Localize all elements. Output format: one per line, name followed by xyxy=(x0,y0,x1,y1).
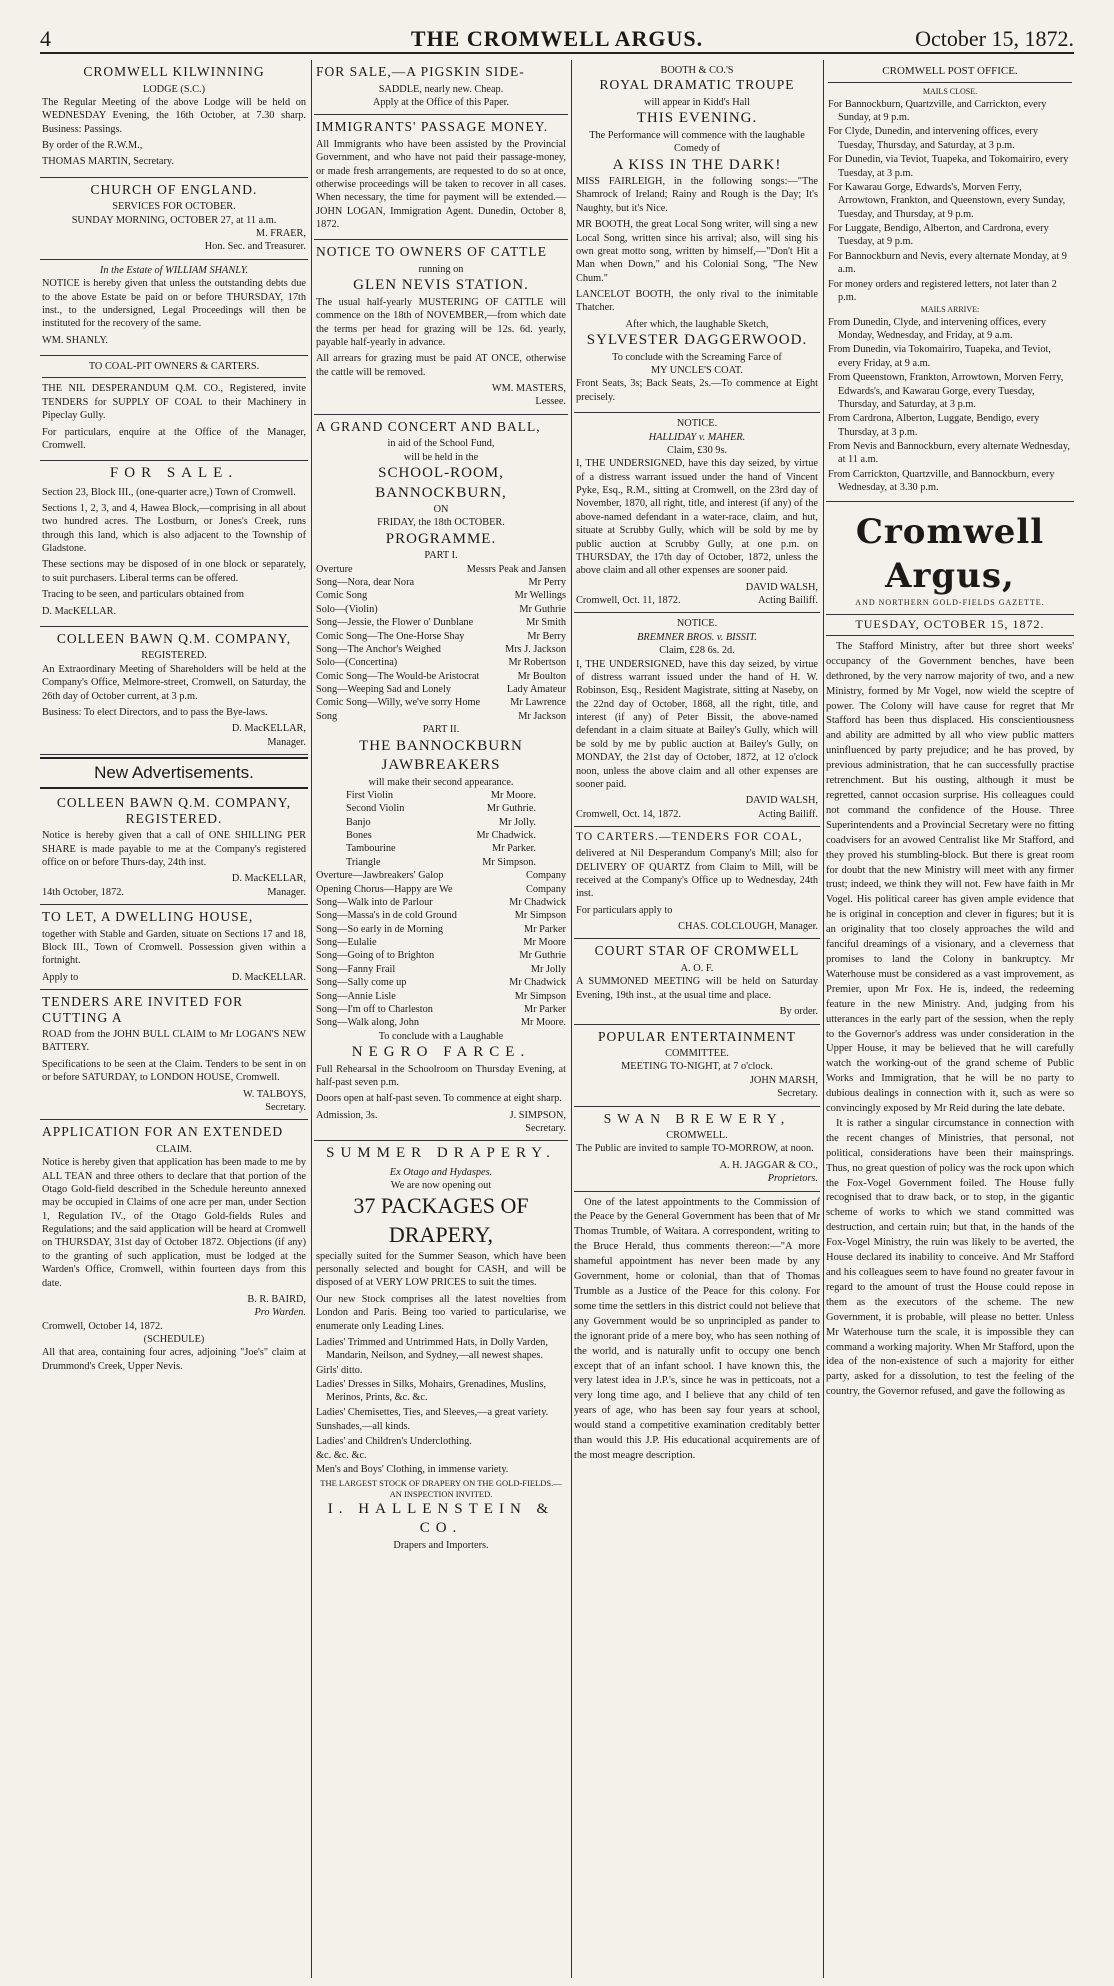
row-item: Song—Going of to Brighton xyxy=(316,950,435,962)
programme-row xyxy=(316,949,566,962)
mail-schedule-item: For money orders and registered letters, not later than 2 p.m. xyxy=(828,278,1057,303)
programme-row xyxy=(316,563,566,576)
row-item: Triangle xyxy=(346,856,381,868)
row-item: Song—Sally come up xyxy=(316,977,407,989)
mail-schedule-item: For Bannockburn, Quartzville, and Carrickton, every Sunday, at 9 p.m. xyxy=(828,98,1047,124)
section-header: New Advertisements. xyxy=(40,757,308,789)
mail-schedule-item: From Dunedin, Clyde, and intervening offices, every Monday, Wednesday, and Friday, at 9 a.m. xyxy=(828,316,1046,342)
ad-subtitle: A KISS IN THE DARK! xyxy=(612,156,782,173)
row-performer: Mr Guthrie. xyxy=(486,803,536,815)
ad-tenders-road xyxy=(40,990,308,1120)
ad-subtitle: CROMWELL. xyxy=(666,1130,728,1142)
ad-body: together with Stable and Garden, situate on Sections 17 and 18, Block III., Town of Cromwell. Possession given within a fortnight. xyxy=(42,928,306,967)
ad-subtitle: BREMNER BROS. v. BISSIT. xyxy=(637,631,757,643)
ad-kilwinning xyxy=(40,60,308,178)
ad-line: ON xyxy=(433,504,449,516)
row-performer: Company xyxy=(525,883,566,895)
column-4 xyxy=(826,60,1074,1980)
ad-signature: Secretary. xyxy=(525,1123,566,1135)
ad-body: Our new Stock comprises all the latest novelties from London and Paris. Being too varied to particularise, we enumerate only Leading Lines. xyxy=(316,1293,566,1332)
article-paragraph: It is rather a singular circumstance in connection with the recent changes of Ministries, that personal, not political, considerations have been their mainsprings. Thus, no great question of policy was the rock upon which the Fox-Vogel Government foiled. The House fully recognised that to draw back, or to stop, in the gigantic scheme of works to which we stand committed was destruction, and certain ruin; but that, in the hands of the Fox-Vogel Ministry, the ruin was likely to be averted, the House declared its inability to conceive. And Mr Stafford and his colleagues seem to have found no greater favour in regard to the amount of trust the House could repose in them as the executors of the scheme. The new Government, it is probable, will please no better. Unless Mr Waterhouse turn the scale, it is impossible they can command a working majority. When Mr Stafford, upon the idea of the non-existence of such a majority for either party, asked for a dissolution, to test the feeling of the country, the Governor refused, and gave the following as xyxy=(826,1117,1074,1398)
ad-body: Sections 1, 2, 3, and 4, Hawea Block,—comprising in all about two hundred acres. The Lostburn, or Jones's Creek, runs through this land, which is also adjacent to the Township of Gladstone. xyxy=(42,502,306,555)
ad-body: All that area, containing four acres, adjoining "Joe's" claim at Drummond's Creek, Upper Nevis. xyxy=(42,1347,306,1372)
row-item: Overture xyxy=(316,563,353,575)
row-performer: Mr Chadwick xyxy=(509,896,566,908)
ad-body: Specifications to be seen at the Claim. Tenders to be sent in on or before SATURDAY, to LONDON HOUSE, Cromwell. xyxy=(42,1058,306,1084)
ad-title: POPULAR ENTERTAINMENT xyxy=(598,1028,796,1044)
ad-line: SUNDAY MORNING, OCTOBER 27, at 11 a.m. xyxy=(71,214,277,226)
ad-colleen-call xyxy=(40,791,308,905)
programme-row xyxy=(316,1016,566,1029)
programme-row xyxy=(316,883,566,896)
ad-title: TO LET, A DWELLING HOUSE, xyxy=(42,909,254,925)
ad-body: Admission, 3s. xyxy=(316,1109,378,1121)
band-row xyxy=(346,789,536,802)
ad-title: CHURCH OF ENGLAND. xyxy=(90,181,258,197)
ad-signature: CHAS. COLCLOUGH, Manager. xyxy=(678,921,818,933)
ad-line: will make their second appearance. xyxy=(368,776,514,788)
ad-title: CROMWELL POST OFFICE. xyxy=(882,65,1018,77)
ad-signature: By order. xyxy=(779,1006,818,1018)
mail-schedule-item: From Nevis and Bannockburn, every alternate Wednesday, at 11 a.m. xyxy=(828,441,1070,466)
ad-line: SERVICES FOR OCTOBER. xyxy=(112,201,236,213)
ad-body: Tracing to be seen, and particulars obtained from xyxy=(42,589,245,601)
ad-subtitle: MY UNCLE'S COAT. xyxy=(651,365,743,377)
ad-body: Full Rehearsal in the Schoolroom on Thursday Evening, at half-past seven p.m. xyxy=(316,1063,566,1088)
ad-signature: D. MacKELLAR, xyxy=(231,873,306,885)
ad-body: For particulars apply to xyxy=(576,904,673,916)
ad-body: Doors open at half-past seven. To commence at eight sharp. xyxy=(316,1093,562,1105)
ad-body: THE NIL DESPERANDUM Q.M. CO., Registered, invite TENDERS for SUPPLY OF COAL to their Machinery in Pipeclay Gully. xyxy=(42,383,306,422)
column-2 xyxy=(314,60,568,1980)
drapery-list xyxy=(316,1336,566,1477)
programme-row xyxy=(316,1003,566,1016)
programme-row xyxy=(316,589,566,602)
ad-body: All Immigrants who have been assisted by the Provincial Government, and who have not paid their passage-money, or made fresh arrangements, are requested to do so at once, otherwise proceedings will be taken to recover in all cases. When necessary, the time for payment will be extended.—JOHN LOGAN, Immigration Agent. Dunedin, October 8, 1872. xyxy=(316,138,566,231)
row-performer: Mr Robertson xyxy=(508,657,566,669)
row-item: Song—So early in de Morning xyxy=(316,923,443,935)
row-performer: Messrs Peak and Jansen xyxy=(466,563,566,575)
row-item: Tambourine xyxy=(346,843,396,855)
ad-signature: I. HALLENSTEIN & CO. xyxy=(327,1500,555,1537)
programme-row xyxy=(316,923,566,936)
ad-body: All arrears for grazing must be paid AT ONCE, otherwise the cattle will be removed. xyxy=(316,353,566,378)
ad-line: To conclude with the Screaming Farce of xyxy=(612,351,782,363)
ad-signature: J. SIMPSON, xyxy=(509,1109,566,1121)
row-performer: Mr Wellings xyxy=(514,590,566,602)
programme-row xyxy=(316,936,566,949)
programme-part: PART II. xyxy=(422,724,460,736)
ad-pigskin-saddle xyxy=(314,60,568,115)
ad-title: A GRAND CONCERT AND BALL, xyxy=(316,418,541,434)
ad-title: APPLICATION FOR AN EXTENDED xyxy=(42,1124,284,1140)
ad-title: In the Estate of WILLIAM SHANLY. xyxy=(99,264,249,276)
row-item: Song—Massa's in de cold Ground xyxy=(316,910,457,922)
ad-body: An Extraordinary Meeting of Shareholders will be held at the Company's Office, Melmore-street, Cromwell, on Saturday, the 26th day of October current, at 3 p.m. xyxy=(42,663,306,702)
ad-body: MEETING TO-NIGHT, at 7 o'clock. xyxy=(621,1061,773,1073)
ad-body: SADDLE, nearly new. Cheap. xyxy=(378,83,504,95)
mail-schedule-item: For Luggate, Bendigo, Alberton, and Cardrona, every Tuesday, at 9 p.m. xyxy=(828,223,1049,248)
ad-subtitle: CLAIM. xyxy=(156,1143,192,1155)
row-performer: Mr Jackson xyxy=(518,710,566,722)
row-performer: Mr Berry xyxy=(527,630,566,642)
ad-signature: A. H. JAGGAR & CO., xyxy=(719,1159,818,1171)
ad-signature: THOMAS MARTIN, Secretary. xyxy=(42,156,174,168)
ad-line: THE LARGEST STOCK OF DRAPERY ON THE GOLD-FIELDS.—AN INSPECTION INVITED. xyxy=(320,1477,562,1499)
ad-signature: B. R. BAIRD, xyxy=(247,1293,306,1305)
band-list xyxy=(316,789,566,869)
ad-line: Claim, £28 6s. 2d. xyxy=(659,645,735,657)
row-item: Song—Annie Lisle xyxy=(316,990,396,1002)
masthead-date: October 15, 1872. xyxy=(915,26,1074,51)
ad-line: will appear in Kidd's Hall xyxy=(644,96,750,108)
ad-body: NOTICE is hereby given that unless the outstanding debts due to the above Estate be paid on or before THURSDAY, 17th inst., to the undersigned, Legal Proceedings will then be instituted for the recovery of the same. xyxy=(42,278,306,330)
ad-signature: Acting Bailiff. xyxy=(758,595,818,607)
programme-row xyxy=(316,683,566,696)
ad-subtitle: SYLVESTER DAGGERWOOD. xyxy=(586,332,808,349)
column-1 xyxy=(40,60,308,1980)
ad-body: The Public are invited to sample TO-MORROW, at noon. xyxy=(576,1143,814,1155)
mail-schedule-item: For Dunedin, via Teviot, Tuapeka, and Tokomairiro, every Tuesday, at 3 p.m. xyxy=(828,154,1069,179)
ad-title: IMMIGRANTS' PASSAGE MONEY. xyxy=(316,119,549,135)
row-item: Song—The Anchor's Weighed xyxy=(316,643,441,655)
ad-body: By order of the R.W.M., xyxy=(42,140,143,152)
ad-for-sale xyxy=(40,461,308,627)
ad-body: Notice is hereby given that application has been made to me by ALL TEAN and three others to declare that that portion of the Otago Gold-field described in the Schedule hereunto annexed may be occupied in Claims of one acre per man, under Section 1, Regulation IV., of the Otago Gold-fields Rules and Regulations; and the said application will be heard at Cromwell on THURSDAY, 31st day of October 1872. Objections (if any) to the granting of such application, must be lodged at the Warden's Office, Cromwell, within fourteen days from this date. xyxy=(42,1157,306,1289)
row-item: Opening Chorus—Happy are We xyxy=(316,883,453,895)
ad-title: NOTICE TO OWNERS OF CATTLE xyxy=(316,244,547,260)
ad-line: After which, the laughable Sketch, xyxy=(625,318,769,330)
article-paragraph: One of the latest appointments to the Commission of the Peace by the General Government has been that of Mr Thomas Trumble, of Waitara. A correspondent, writing to the Bruce Herald, thus comments thereon:—"A more shameful appointment has never been made by any Government, home or colonial, than that of Thomas Trumble as a Justice of the Peace for this colony. For some time the settlers in this district could not believe that any Government would be so unprincipled as pander to the ignorant pride of a mere boy, who has seen nothing of the world, and is naturally unfit to occupy one bench except that of an infant school. I have known this, the very latest idea in J.P.'s, since he was in petticoats, not a very long time ago, and I believe that any child of ten years of age, who has been say four years at school, would stand a competitive examination creditably better than would this J.P. His educational acquirements are of the most meagre description. xyxy=(574,1196,820,1461)
column-divider xyxy=(311,60,312,1978)
ad-signature: W. TALBOYS, xyxy=(243,1088,306,1100)
ad-title: FOR SALE,—A PIGSKIN SIDE- xyxy=(316,64,525,79)
ad-body: LANCELOT BOOTH, the only rival to the inimitable Thatcher. xyxy=(576,289,818,314)
ad-court-star xyxy=(574,939,820,1024)
row-item: Song—Jessie, the Flower o' Dunblane xyxy=(316,617,474,629)
ad-title: TENDERS ARE INVITED FOR CUTTING A xyxy=(42,994,244,1025)
row-performer: Mr Jolly xyxy=(530,963,566,975)
programme-row xyxy=(316,963,566,976)
row-performer: Mr Parker xyxy=(523,1003,566,1015)
editorial-date: TUESDAY, OCTOBER 15, 1872. xyxy=(826,614,1074,636)
row-performer: Mr Guthrie xyxy=(519,603,566,615)
ad-line: Ex Otago and Hydaspes. xyxy=(389,1166,493,1178)
row-item: Song—Walk into de Parlour xyxy=(316,896,433,908)
ad-line: The Performance will commence with the laughable Comedy of xyxy=(589,129,805,155)
ad-title: ROYAL DRAMATIC TROUPE xyxy=(599,77,795,93)
row-performer: Mr Chadwick. xyxy=(476,830,536,842)
row-item: Song—Walk along, John xyxy=(316,1017,419,1029)
mail-schedule-item: For Bannockburn and Nevis, every alternate Monday, at 9 a.m. xyxy=(828,250,1067,276)
ad-line: Claim, £30 9s. xyxy=(666,444,728,456)
ad-extended-claim xyxy=(40,1120,308,1381)
ad-subtitle: LODGE (S.C.) xyxy=(142,83,206,95)
column-divider xyxy=(823,60,824,1978)
band-row xyxy=(346,842,536,855)
row-performer: Lady Amateur xyxy=(506,684,566,696)
row-item: Song—I'm off to Charleston xyxy=(316,1003,433,1015)
programme-row xyxy=(316,990,566,1003)
row-performer: Mr Chadwick xyxy=(509,977,566,989)
row-item: Solo—(Concertina) xyxy=(316,657,398,669)
programme-title: PROGRAMME. xyxy=(385,530,497,547)
row-performer: Mrs J. Jackson xyxy=(505,643,566,655)
ad-line: BOOTH & CO.'S xyxy=(660,65,734,76)
programme-row xyxy=(316,643,566,656)
ad-signature: DAVID WALSH, xyxy=(745,795,818,807)
row-performer: Mr Jolly. xyxy=(498,816,536,828)
programme-row xyxy=(316,896,566,909)
row-item: Banjo xyxy=(346,816,371,828)
row-performer: Mr Guthrie xyxy=(519,950,566,962)
ad-body: I, THE UNDERSIGNED, have this day seized, by virtue of a distress warrant issued under the hand of Vincent Pyke, Esq., R.M., sitting at Cromwell, on the 23rd day of November, 1870, all right, title, and interest (if any) of the above-named defendant in a water-race, claim, and hut, situate at Scrubby Gully, which will be sold by me by public auction at Scrubby Gully, at one p.m. on THURSDAY, the 17th day of October, 1872, unless the above claim and all other expenses are sooner paid. xyxy=(576,458,818,577)
mail-schedule-item: From Cardrona, Alberton, Luggate, Bendigo, every Thursday, at 3 p.m. xyxy=(828,413,1040,438)
row-performer: Mr Simpson xyxy=(514,910,566,922)
news-item-trumble xyxy=(574,1192,820,1464)
ad-shanly xyxy=(40,260,308,356)
ad-body: A SUMMONED MEETING will be held on Saturday Evening, 19th inst., at the usual time and place. xyxy=(576,976,818,1001)
ad-body: Apply to xyxy=(42,971,79,983)
ad-date: 14th October, 1872. xyxy=(42,886,124,898)
ad-subtitle: NEGRO FARCE. xyxy=(351,1044,531,1061)
band-row xyxy=(346,829,536,842)
ad-coal xyxy=(40,356,308,461)
ad-immigrants xyxy=(314,115,568,240)
ad-title: NOTICE. xyxy=(676,618,718,630)
ad-line: in aid of the School Fund, xyxy=(387,438,495,450)
ad-date: Cromwell, October 14, 1872. xyxy=(42,1320,163,1332)
ad-subtitle: running on xyxy=(418,263,464,275)
ad-signature: D. MacKELLAR. xyxy=(231,971,306,983)
drapery-item: Ladies' Dresses in Silks, Mohairs, Grenadines, Muslins, Merinos, Prints, &c. &c. xyxy=(316,1379,547,1404)
row-performer: Mr Moore. xyxy=(520,1017,566,1029)
ad-subtitle: REGISTERED. xyxy=(141,650,207,662)
paper-name: Cromwell Argus, xyxy=(855,511,1045,596)
row-item: Comic Song—Willy, we've sorry Home xyxy=(316,697,481,709)
ad-title: COLLEEN BAWN Q.M. COMPANY, xyxy=(56,630,292,646)
ad-body: ROAD from the JOHN BULL CLAIM to Mr LOGAN'S NEW BATTERY. xyxy=(42,1029,306,1054)
paper-subtitle: AND NORTHERN GOLD-FIELDS GAZETTE. xyxy=(855,597,1045,607)
page-number: 4 xyxy=(40,26,51,51)
ad-title: SWAN BREWERY, xyxy=(603,1110,791,1126)
ad-to-carters xyxy=(574,827,820,939)
programme-list xyxy=(316,869,566,1030)
ad-body: The Regular Meeting of the above Lodge will be held on WEDNESDAY Evening, the 16th October, at 7.30 sharp. Business: Passings. xyxy=(42,96,306,135)
row-performer: Mr Boulton xyxy=(517,670,566,682)
ad-line: will be held in the xyxy=(403,451,479,463)
ad-signature: Manager. xyxy=(267,886,306,898)
ad-subtitle: GLEN NEVIS STATION. xyxy=(353,277,529,294)
ad-date: Cromwell, Oct. 14, 1872. xyxy=(576,808,681,820)
drapery-item: Ladies' Trimmed and Untrimmed Hats, in Dolly Varden, Mandarin, Neilson, and Sydney,—all newest shapes. xyxy=(316,1336,548,1362)
ad-subtitle: HALLIDAY v. MAHER. xyxy=(648,431,746,443)
article-paragraph: The Stafford Ministry, after but three short weeks' occupancy of the Government benches, have been dethroned, by the very narrow majority of two, and a new Ministry, formed by Mr Vogel, now wield the sceptre of power. The Colony will have cause for regret that Mr Stafford has been thus displaced. His conscientiousness and ability are admitted by all who view public matters uninfluenced by party prejudice; and he has proved, by previous administration, that he can successfully practise retrenchment. But his ousting, although it must be regretted, cannot occasion surprise. His colleagues could not command the confidence of the House. Three Superintendents and a Provincial Secretary were no fitting coadvisers for an avowed Centralist like Mr Stafford, and they proved his stumbling-block. But there is great room for doubt that the new Ministry will meet with any firmer trust; indeed, we think they will not. Few have faith in Mr Vogel. His political career has given ample evidence that he is original in conception and clever in figures; but it is an originality that too closely approaches the wild and fanciful dreamings of a visionary, and a cleverness that promises to land the Colony in bankruptcy. Mr Waterhouse must be considered as a vast improvement, as Premier, upon Mr Fox. He is, indeed, the redeeming feature in the new Ministry. And, judging from his utterances in the early part of the session, when the reply to the Governor's address was under consideration in the Upper House, it may be believed that he will carefully watch the working-out of the grand scheme of Public Works and Immigration, that he will be no party to dubious dealings in connection with it, such as were so convincingly exposed by Mr Reid during the late debate. xyxy=(826,640,1074,1115)
ad-signature: Proprietors. xyxy=(767,1173,818,1185)
row-performer: Mr Parker. xyxy=(491,843,536,855)
ad-signature: Pro Warden. xyxy=(254,1307,306,1319)
row-item: Song xyxy=(316,710,338,722)
ad-subtitle: 37 PACKAGES OF DRAPERY, xyxy=(353,1193,529,1248)
ad-body: The usual half-yearly MUSTERING OF CATTLE will commence on the 18th of NOVEMBER,—from which date the terms per head for grazing will be 12s. 6d. yearly, payable half-yearly in advance. xyxy=(316,296,566,348)
row-item: Overture—Jawbreakers' Galop xyxy=(316,870,444,882)
ad-body: MR BOOTH, the great Local Song writer, will sing a new Local Song, written since his arrival; also, will sing his own great motto song, written by himself,—"Don't Hit a Man when Down," and his Colonial Song, "The New Chum." xyxy=(576,219,818,284)
ad-concert xyxy=(314,415,568,1142)
drapery-item: Sunshades,—all kinds. xyxy=(316,1421,411,1433)
drapery-item: Ladies' and Children's Underclothing. xyxy=(316,1435,472,1447)
programme-row xyxy=(316,576,566,589)
programme-row xyxy=(316,670,566,683)
mail-schedule-item: For Clyde, Dunedin, and intervening offices, every Tuesday, Thursday, and Saturday, at 3 p.m. xyxy=(828,126,1038,151)
programme-row xyxy=(316,696,566,709)
band-row xyxy=(346,856,536,869)
ad-body: Apply at the Office of this Paper. xyxy=(372,96,510,108)
drapery-item: Girls' ditto. xyxy=(316,1364,363,1376)
ad-summer-drapery xyxy=(314,1141,568,1557)
ad-subtitle: MAILS ARRIVE: xyxy=(920,305,980,315)
row-item: Bones xyxy=(346,830,372,842)
ad-cattle xyxy=(314,240,568,414)
ad-notice-bremner xyxy=(574,613,820,827)
row-item: First Violin xyxy=(346,789,393,801)
mail-schedule-item: For Kawarau Gorge, Edwards's, Morven Ferry, Arrowtown, Frankton, and Queenstown, every Sunday, Tuesday, and Thursday, at 9 p.m. xyxy=(828,181,1066,220)
ad-notice-halliday xyxy=(574,413,820,613)
row-item: Song—Eulalie xyxy=(316,937,377,949)
ad-title: NOTICE. xyxy=(676,418,718,430)
programme-row xyxy=(316,603,566,616)
paper-nameplate xyxy=(826,502,1074,611)
ad-body: I, THE UNDERSIGNED, have this day seized, by virtue of distress warrant issued under the hand of H. W. Robinson, Esq., Resident Magistrate, sitting at Naseby, on the 22nd day of October, 1868, all the right, title, and interest (if any) of Peter Bissit, the above-named defendant in a claim situate at Bailey's Gully, which will be sold by me by public auction at Bailey's Gully, on MONDAY, the 21st day of October, 1872, at 12 o'clock noon, unless the above claim and all other expenses are sooner paid. xyxy=(576,658,818,790)
ad-title: TO COAL-PIT OWNERS & CARTERS. xyxy=(88,361,260,373)
ad-signature: DAVID WALSH, xyxy=(745,581,818,593)
ad-signature: Drapers and Importers. xyxy=(393,1539,489,1551)
ad-signature: JOHN MARSH, xyxy=(749,1074,818,1086)
ad-signature: Secretary. xyxy=(265,1101,306,1113)
mails-close-list xyxy=(828,98,1072,305)
mail-schedule-item: From Queenstown, Frankton, Arrowtown, Morven Ferry, Edwards's, and Kawarau Gorge, every Tuesday, Thursday, and Saturday, at 3 p.m. xyxy=(828,372,1064,410)
drapery-item: Ladies' Chemisettes, Ties, and Sleeves,—a great variety. xyxy=(316,1406,549,1418)
ad-subtitle: MAILS CLOSE. xyxy=(922,87,978,97)
row-performer: Mr Moore. xyxy=(490,789,536,801)
row-performer: Mr Parker xyxy=(523,923,566,935)
row-item: Song—Weeping Sad and Lonely xyxy=(316,684,452,696)
programme-row xyxy=(316,976,566,989)
row-performer: Mr Smith xyxy=(526,617,566,629)
ad-signature: WM. MASTERS, xyxy=(491,383,566,395)
ad-body: Notice is hereby given that a call of ONE SHILLING PER SHARE is made payable to me at the Company's registered office on or before Thurs-day, 24th inst. xyxy=(42,830,306,868)
row-item: Comic Song xyxy=(316,590,368,602)
ad-body: specially suited for the Summer Season, which have been personally selected and bought for CASH, and will be disposed of at VERY LOW PRICES to suit the times. xyxy=(316,1250,566,1289)
ad-body: These sections may be disposed of in one block or separately, to suit purchasers. Liberal terms can be offered. xyxy=(42,559,306,584)
ad-dramatic-troupe xyxy=(574,60,820,413)
drapery-item: Men's and Boys' Clothing, in immense variety. xyxy=(316,1464,509,1476)
ad-signature: Manager. xyxy=(267,736,306,748)
post-office-notice xyxy=(826,60,1074,502)
mails-arrive-list xyxy=(828,316,1072,495)
ad-subtitle: A. O. F. xyxy=(680,963,714,974)
ad-line: To conclude with a Laughable xyxy=(378,1030,504,1042)
column-3 xyxy=(574,60,820,1980)
masthead xyxy=(40,26,1074,54)
column-divider xyxy=(571,60,572,1978)
row-item: Solo—(Violin) xyxy=(316,603,378,615)
ad-subtitle: (SCHEDULE) xyxy=(143,1334,205,1346)
ad-title: SUMMER DRAPERY. xyxy=(326,1145,556,1162)
ad-signature: Secretary. xyxy=(777,1088,818,1100)
ad-signature: M. FRAER, xyxy=(255,228,306,240)
programme-row xyxy=(316,656,566,669)
ad-signature: D. MacKELLAR, xyxy=(231,723,306,735)
ad-body: MISS FAIRLEIGH, in the following songs:—"The Shamrock of Ireland; Rainy and Rough is the Day; It's Naughty, but it's Nice. xyxy=(576,176,818,214)
ad-church xyxy=(40,178,308,260)
ad-body: For particulars, enquire at the Office of the Manager, Cromwell. xyxy=(42,426,306,451)
programme-row xyxy=(316,710,566,723)
mail-schedule-item: From Dunedin, via Tokomairiro, Tuapeka, and Teviot, every Friday, at 9 a.m. xyxy=(828,344,1051,369)
ad-line: THIS EVENING. xyxy=(636,110,758,127)
row-item: Comic Song—The One-Horse Shay xyxy=(316,630,465,642)
row-item: Comic Song—The Would-be Aristocrat xyxy=(316,670,480,682)
ad-signature: D. MacKELLAR. xyxy=(42,605,117,617)
ad-title: COLLEEN BAWN Q.M. COMPANY, REGISTERED. xyxy=(56,795,292,826)
ad-title: CROMWELL KILWINNING xyxy=(83,64,265,79)
row-performer: Mr Simpson xyxy=(514,990,566,1002)
programme-row xyxy=(316,909,566,922)
row-performer: Company xyxy=(525,870,566,882)
mail-schedule-item: From Carrickton, Quartzville, and Bannockburn, every Wednesday, at 3.30 p.m. xyxy=(828,468,1055,494)
ad-subtitle: COMMITTEE. xyxy=(665,1048,729,1060)
ad-title: COURT STAR OF CROMWELL xyxy=(594,943,800,959)
row-item: Second Violin xyxy=(346,803,405,815)
ad-date: Cromwell, Oct. 11, 1872. xyxy=(576,595,681,607)
masthead-title: THE CROMWELL ARGUS. xyxy=(410,26,704,51)
editorial xyxy=(826,640,1074,1400)
drapery-item: &c. &c. &c. xyxy=(316,1449,367,1461)
programme-title: THE BANNOCKBURN JAWBREAKERS xyxy=(359,737,523,774)
band-row xyxy=(346,816,536,829)
ad-signature: Hon. Sec. and Treasurer. xyxy=(204,241,306,253)
ad-line: SCHOOL-ROOM, BANNOCKBURN, xyxy=(375,465,507,501)
ad-signature: Lessee. xyxy=(535,396,566,408)
row-item: Song—Fanny Frail xyxy=(316,963,396,975)
ad-signature: WM. SHANLY. xyxy=(42,334,108,346)
programme-part: PART I. xyxy=(424,550,458,562)
ad-body: Business: To elect Directors, and to pass the Bye-laws. xyxy=(42,706,268,718)
ad-body: delivered at Nil Desperandum Company's Mill; also for DELIVERY OF QUARTZ from Claim to Mill, will be received at the Company's Office up to Wednesday, 24th inst. xyxy=(576,848,818,900)
ad-colleen-meeting xyxy=(40,627,308,755)
row-performer: Mr Perry xyxy=(528,577,566,589)
row-item: Song—Nora, dear Nora xyxy=(316,577,415,589)
row-performer: Mr Simpson. xyxy=(482,856,536,868)
programme-row xyxy=(316,616,566,629)
ad-line: We are now opening out xyxy=(390,1180,492,1192)
ad-signature: Acting Bailiff. xyxy=(758,808,818,820)
row-performer: Mr Lawrence xyxy=(510,697,566,709)
band-row xyxy=(346,802,536,815)
programme-row xyxy=(316,630,566,643)
ad-swan-brewery xyxy=(574,1107,820,1192)
row-performer: Mr Moore xyxy=(523,937,566,949)
ad-body: Front Seats, 3s; Back Seats, 2s.—To commence at Eight precisely. xyxy=(576,378,818,403)
ad-body: Section 23, Block III., (one-quarter acre,) Town of Cromwell. xyxy=(42,486,296,498)
ad-line: FRIDAY, the 18th OCTOBER. xyxy=(377,517,505,529)
ad-title: TO CARTERS.—TENDERS FOR COAL, xyxy=(576,831,803,844)
ad-to-let xyxy=(40,905,308,990)
ad-title: FOR SALE. xyxy=(109,465,239,482)
programme-list xyxy=(316,563,566,724)
ad-popular-entertainment xyxy=(574,1025,820,1107)
programme-row xyxy=(316,869,566,882)
